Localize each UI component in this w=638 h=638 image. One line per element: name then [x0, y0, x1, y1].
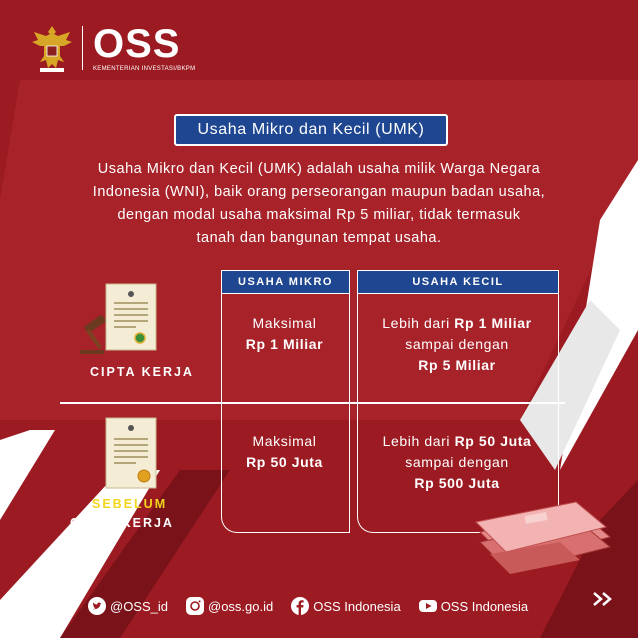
youtube-icon [419, 597, 437, 615]
cell-text-part: Lebih dari [382, 315, 455, 331]
cell-kecil-cipta-kerja [357, 313, 557, 376]
header [30, 22, 195, 74]
cell-value-bold: Rp 1 Miliar [454, 315, 532, 331]
row-divider [60, 402, 565, 404]
column-header-kecil: USAHA KECIL [357, 270, 559, 294]
cell-value-bold: Rp 50 Juta [454, 433, 532, 449]
cell-text: Maksimal [252, 433, 317, 449]
youtube-link[interactable] [419, 597, 528, 615]
description-line: Indonesia (WNI), baik orang perseorangan maupun badan usaha, [92, 184, 546, 200]
cell-value [357, 473, 557, 494]
oss-subtitle: KEMENTERIAN INVESTASI/BKPM [93, 66, 196, 72]
row-label-cipta-kerja-2: CIPTA KERJA [70, 516, 174, 530]
cell-value [221, 452, 348, 473]
twitter-link[interactable] [88, 597, 168, 615]
description-line: Usaha Mikro dan Kecil (UMK) adalah usaha milik Warga Negara [97, 161, 541, 177]
cell-kecil-sebelum [357, 431, 557, 494]
cell-text: sampai dengan [405, 454, 509, 470]
instagram-handle: @oss.go.id [208, 598, 274, 614]
cell-value [357, 355, 557, 376]
facebook-link[interactable] [291, 597, 400, 615]
description [60, 158, 578, 250]
row-label-cipta-kerja: CIPTA KERJA [90, 365, 194, 379]
header-divider [82, 26, 83, 70]
cell-value-bold: Rp 500 Juta [414, 475, 500, 491]
cell-text [357, 313, 557, 334]
cell-text: sampai dengan [405, 336, 509, 352]
youtube-name: OSS Indonesia [440, 598, 529, 614]
instagram-icon [186, 597, 204, 615]
cell-value-bold: Rp 1 Miliar [245, 336, 324, 352]
twitter-handle: @OSS_id [110, 598, 168, 614]
oss-logo [93, 24, 195, 72]
document-icon [100, 414, 160, 494]
column-header-mikro: USAHA MIKRO [221, 270, 350, 294]
facebook-name: OSS Indonesia [313, 598, 401, 614]
document-gavel-icon [78, 280, 168, 360]
page-title: Usaha Mikro dan Kecil (UMK) [174, 114, 448, 146]
facebook-icon [291, 597, 309, 615]
cell-text [357, 431, 557, 452]
money-stack-icon [470, 492, 620, 582]
oss-wordmark: OSS [93, 22, 181, 66]
cell-mikro-sebelum [221, 431, 348, 473]
garuda-emblem-icon [30, 22, 74, 74]
cell-value-bold: Rp 5 Miliar [418, 357, 496, 373]
row-label-sebelum: SEBELUM [92, 497, 168, 511]
cell-value-bold: Rp 50 Juta [246, 454, 323, 470]
cell-value [221, 334, 348, 355]
cell-text: Maksimal [252, 315, 317, 331]
footer-social [88, 597, 546, 615]
description-line: dengan modal usaha maksimal Rp 5 miliar, tidak termasuk [117, 207, 521, 223]
instagram-link[interactable] [186, 597, 273, 615]
double-chevron-right-icon [590, 590, 620, 608]
description-line: tanah dan bangunan tempat usaha. [196, 230, 442, 246]
cell-mikro-cipta-kerja [221, 313, 348, 355]
cell-text-part: Lebih dari [382, 433, 455, 449]
twitter-icon [88, 597, 106, 615]
